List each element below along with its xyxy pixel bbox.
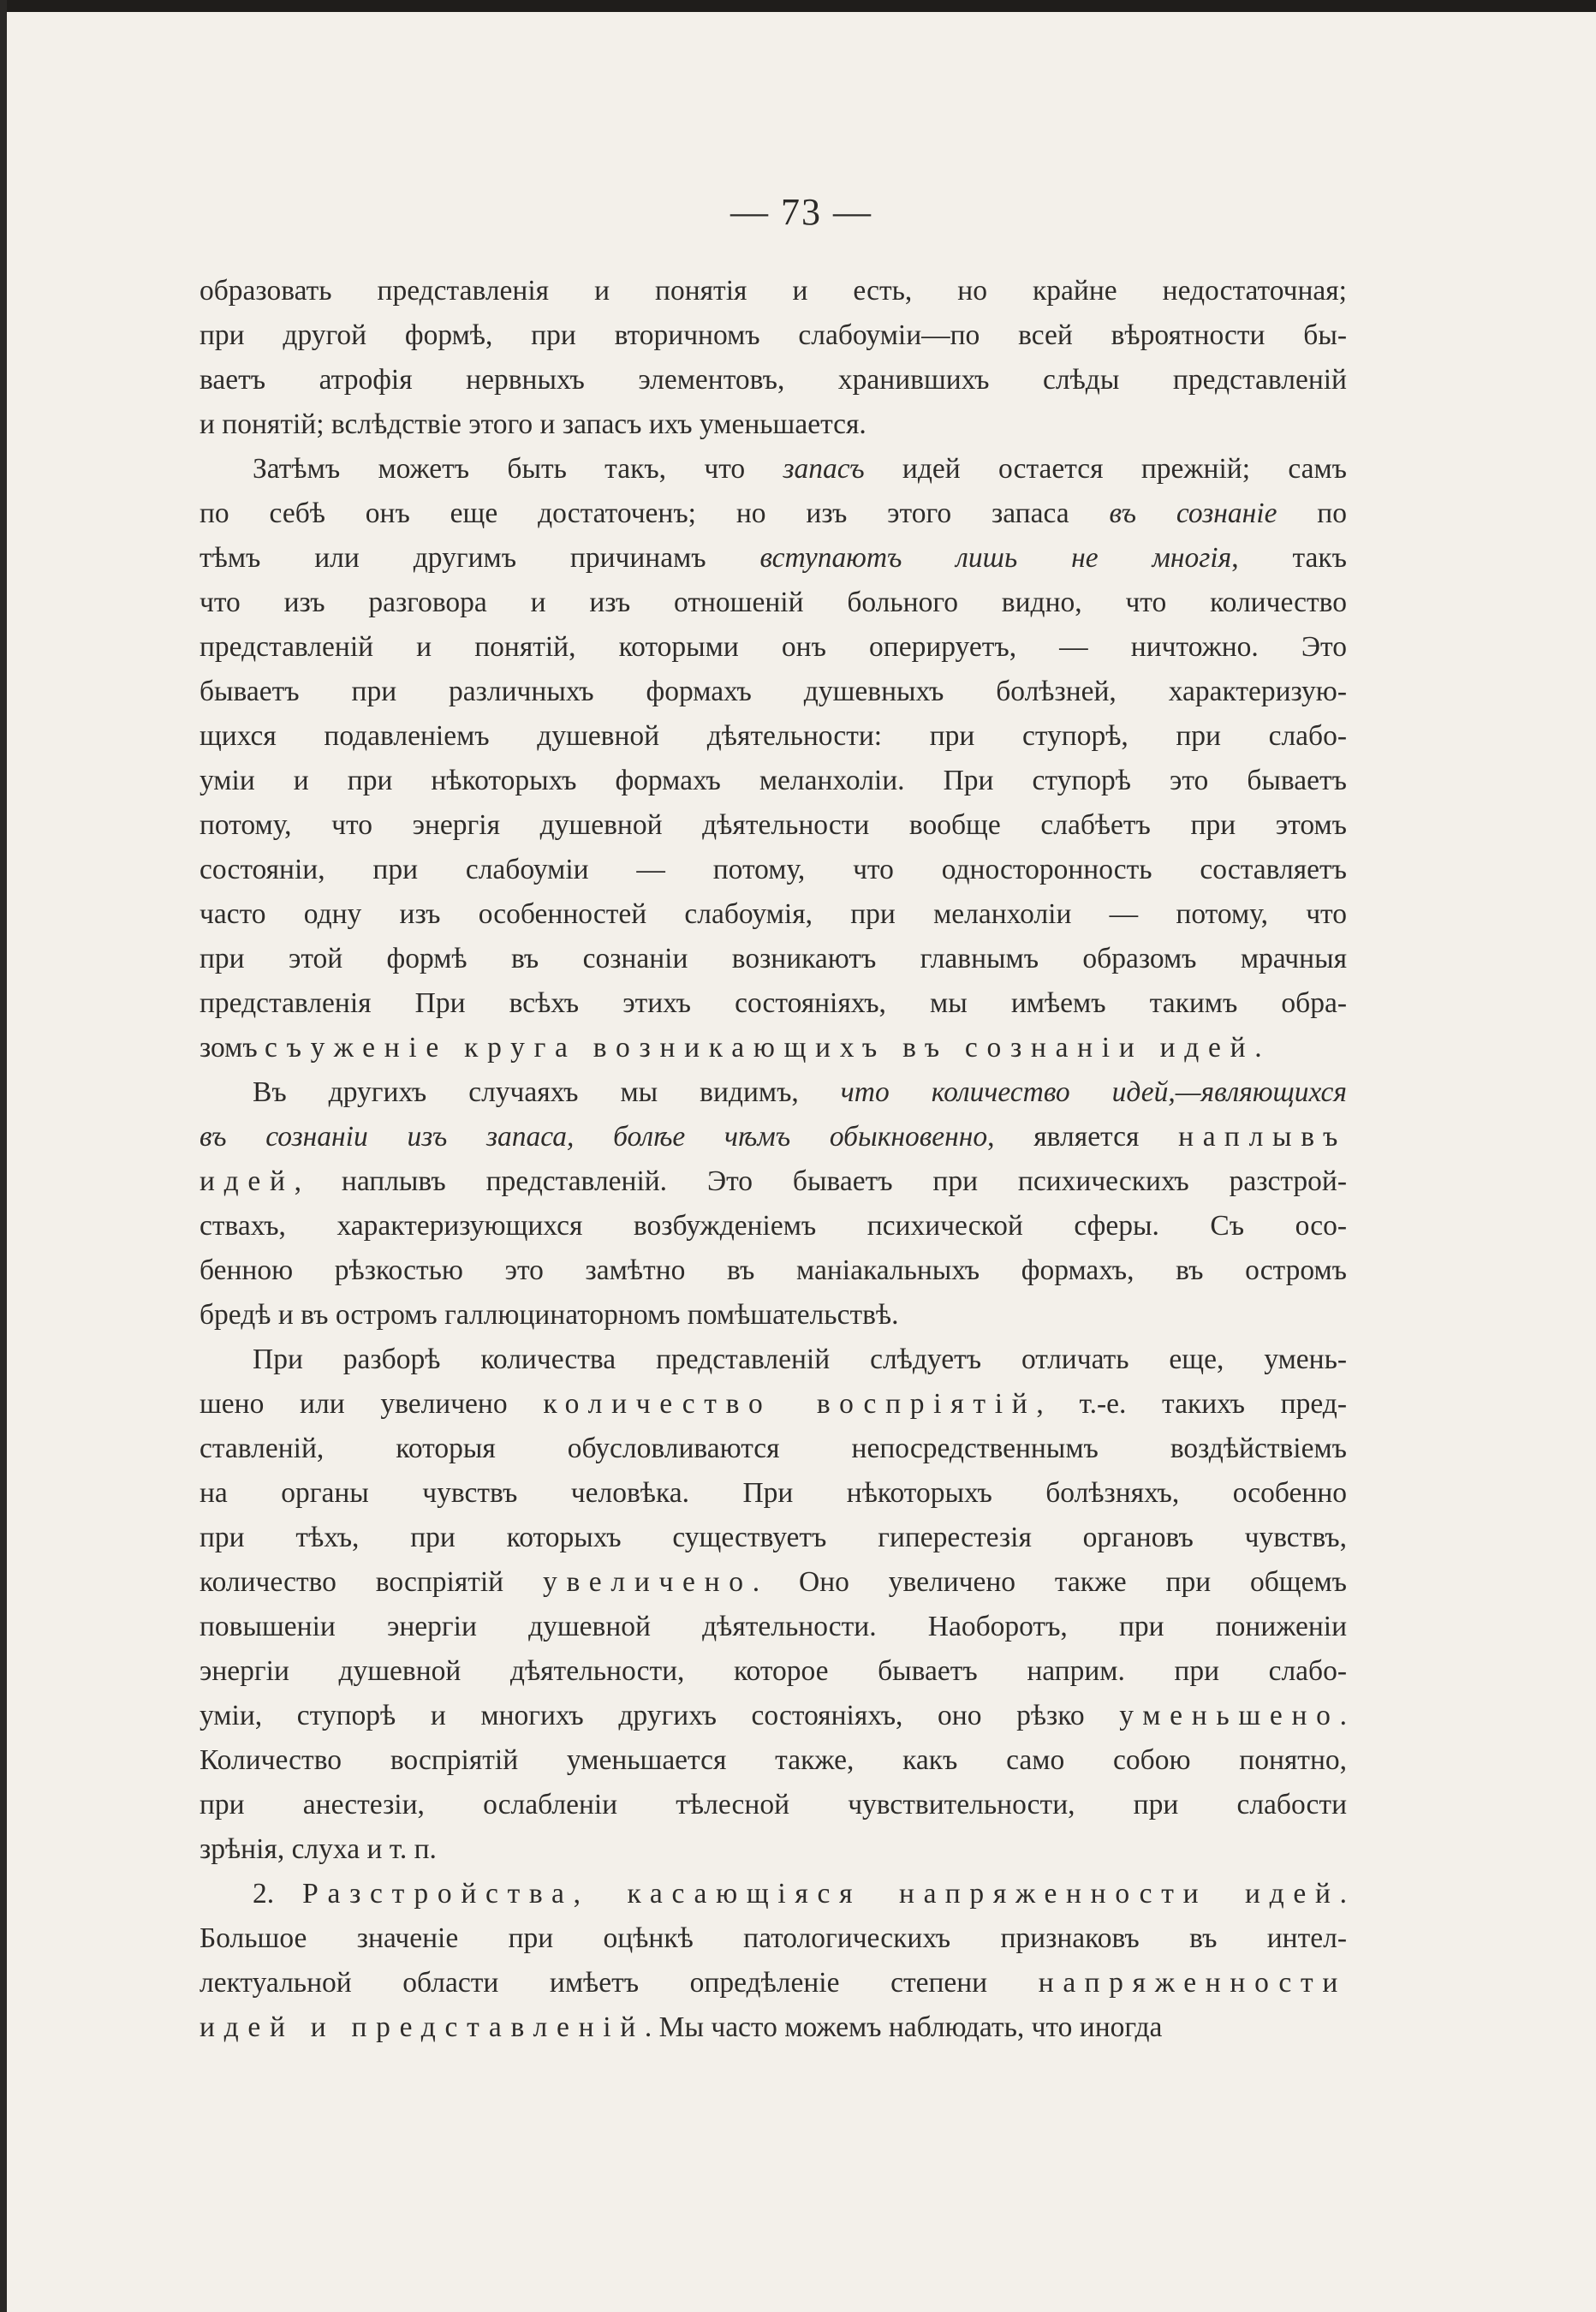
text-segment: повышеніи энергіи душевной дѣятельности. Наоборотъ, при пониженіи (200, 1611, 1347, 1642)
text-line (200, 670, 1347, 714)
text-segment: Большое значеніе при оцѣнкѣ патологическихъ признаковъ въ интел- (200, 1922, 1347, 1954)
text-segment: бываетъ при различныхъ формахъ душевныхъ болѣзней, характеризую- (200, 676, 1347, 707)
text-line (200, 402, 1347, 447)
text-segment: , т.-е. такихъ пред- (1036, 1388, 1347, 1420)
text-line (200, 892, 1347, 937)
paragraph (200, 1872, 1347, 2050)
text-line (200, 1961, 1347, 2005)
text-segment: зомъ (200, 1032, 265, 1064)
text-line (200, 1293, 1347, 1338)
text-line (200, 1471, 1347, 1516)
text-segment: бредѣ и въ остромъ галлюцинаторномъ помѣшательствѣ. (200, 1299, 899, 1331)
text-segment: , такъ (1231, 542, 1347, 574)
text-line (200, 1070, 1347, 1115)
text-line (200, 1916, 1347, 1961)
page-number: — 73 — (730, 191, 872, 233)
text-segment: идей остается прежній; самъ (864, 453, 1347, 485)
spaced-emphasis-text: Разстройства, касающіяся напряженности идей (302, 1878, 1340, 1910)
text-segment: по (1277, 498, 1347, 529)
paragraph (200, 1070, 1347, 1338)
text-line (200, 1382, 1347, 1427)
text-segment: на органы чувствъ человѣка. При нѣкоторыхъ болѣзняхъ, особенно (200, 1477, 1347, 1509)
text-segment: 2. (253, 1878, 303, 1910)
text-line (200, 937, 1347, 981)
text-line (200, 1872, 1347, 1916)
text-line (200, 625, 1347, 670)
page-text (200, 269, 1347, 2050)
text-line (200, 1159, 1347, 1204)
text-line (200, 1026, 1347, 1070)
text-segment: образовать представленія и понятія и есть, но крайне недостаточная; (200, 275, 1347, 307)
text-segment: что изъ разговора и изъ отношеній больного видно, что количество (200, 587, 1347, 618)
text-segment: шено или увеличено (200, 1388, 544, 1420)
text-segment: Затѣмъ можетъ быть такъ, что (253, 453, 783, 485)
text-line (200, 1783, 1347, 1827)
text-segment: . (1339, 1700, 1347, 1731)
text-segment: представленій и понятій, которыми онъ оперируетъ, — ничтожно. Это (200, 631, 1347, 663)
text-segment: лектуальной области имѣетъ опредѣленіе степени (200, 1967, 1039, 1999)
text-line (200, 1738, 1347, 1783)
text-segment: . (1339, 1878, 1347, 1910)
text-segment: ваетъ атрофія нервныхъ элементовъ, хранившихъ слѣды представленій (200, 364, 1347, 396)
text-segment: уміи и при нѣкоторыхъ формахъ меланхоліи. При ступорѣ это бываетъ (200, 765, 1347, 796)
paragraph (200, 269, 1347, 447)
text-segment: при другой формѣ, при вторичномъ слабоуміи—по всей вѣроятности бы- (200, 319, 1347, 351)
text-segment: Количество воспріятій уменьшается также, какъ само собою понятно, (200, 1744, 1347, 1776)
spaced-emphasis-text: съуженіе круга возникающихъ въ сознаніи идей (265, 1032, 1255, 1064)
text-segment: щихся подавленіемъ душевной дѣятельности: при ступорѣ, при слабо- (200, 720, 1347, 752)
spaced-emphasis-text: идей (200, 1165, 295, 1197)
text-segment: Въ другихъ случаяхъ мы видимъ, (253, 1076, 841, 1108)
text-segment: по себѣ онъ еще достаточенъ; но изъ этого запаса (200, 498, 1110, 529)
text-segment: ствахъ, характеризующихся возбужденіемъ психической сферы. Съ осо- (200, 1210, 1347, 1242)
text-segment: состояніи, при слабоуміи — потому, что односторонность составляетъ (200, 854, 1347, 885)
text-segment: при тѣхъ, при которыхъ существуетъ гиперестезія органовъ чувствъ, (200, 1522, 1347, 1553)
spaced-emphasis-text: наплывъ (1178, 1121, 1347, 1153)
paragraph (200, 447, 1347, 1070)
italic-text: въ сознаніи изъ запаса, болѣе чѣмъ обыкновенно (200, 1121, 988, 1153)
text-line (200, 581, 1347, 625)
text-line (200, 313, 1347, 358)
text-line (200, 714, 1347, 759)
spaced-emphasis-text: идей и представленій (200, 2011, 645, 2043)
spaced-emphasis-text: напряженности (1038, 1967, 1347, 1999)
text-line (200, 1516, 1347, 1560)
text-line (200, 447, 1347, 492)
text-line (200, 759, 1347, 803)
spaced-emphasis-text: уменьшено (1119, 1700, 1340, 1731)
text-segment: . (1254, 1032, 1262, 1064)
text-line (200, 803, 1347, 848)
text-segment: энергіи душевной дѣятельности, которое бываетъ наприм. при слабо- (200, 1655, 1347, 1687)
text-line (200, 1338, 1347, 1382)
text-segment: уміи, ступорѣ и многихъ другихъ состояніяхъ, оно рѣзко (200, 1700, 1120, 1731)
text-segment: при этой формѣ въ сознаніи возникаютъ главнымъ образомъ мрачныя (200, 943, 1347, 974)
text-segment: При разборѣ количества представленій слѣдуетъ отличать еще, умень- (253, 1344, 1347, 1375)
text-line (200, 2005, 1347, 2050)
text-segment: представленія При всѣхъ этихъ состояніяхъ, мы имѣемъ такимъ обра- (200, 987, 1347, 1019)
text-line (200, 1115, 1347, 1159)
italic-text: запасъ (783, 453, 865, 485)
text-line (200, 1694, 1347, 1738)
text-segment: при анестезіи, ослабленіи тѣлесной чувствительности, при слабости (200, 1789, 1347, 1820)
text-line (200, 848, 1347, 892)
text-segment: и понятій; вслѣдствіе этого и запасъ ихъ уменьшается. (200, 408, 866, 440)
text-line (200, 492, 1347, 536)
italic-text: вступаютъ лишь не многія (759, 542, 1232, 574)
text-line (200, 358, 1347, 402)
text-line (200, 1204, 1347, 1248)
paragraph (200, 1338, 1347, 1872)
text-segment: . Оно увеличено также при общемъ (752, 1566, 1347, 1598)
text-segment: бенною рѣзкостью это замѣтно въ маніакальныхъ формахъ, въ остромъ (200, 1254, 1347, 1286)
text-line (200, 1427, 1347, 1471)
book-page (7, 0, 1596, 2312)
text-line (200, 1649, 1347, 1694)
text-segment: часто одну изъ особенностей слабоумія, при меланхоліи — потому, что (200, 898, 1347, 930)
spaced-emphasis-text: увеличено (542, 1566, 753, 1598)
text-segment: зрѣнія, слуха и т. п. (200, 1833, 437, 1865)
text-segment: тѣмъ или другимъ причинамъ (200, 542, 760, 574)
text-line (200, 981, 1347, 1026)
text-segment: количество воспріятій (200, 1566, 543, 1598)
text-line (200, 1560, 1347, 1605)
text-segment: . Мы часто можемъ наблюдать, что иногда (644, 2011, 1163, 2043)
text-segment: , является (987, 1121, 1179, 1153)
text-line (200, 1248, 1347, 1293)
text-segment: потому, что энергія душевной дѣятельности вообще слабѣетъ при этомъ (200, 809, 1347, 841)
text-line (200, 536, 1347, 581)
text-line (200, 1827, 1347, 1872)
spaced-emphasis-text: количество воспріятій (543, 1388, 1037, 1420)
italic-text: въ сознаніе (1109, 498, 1277, 529)
text-line (200, 1605, 1347, 1649)
text-segment: ставленій, которыя обусловливаются непосредственнымъ воздѣйствіемъ (200, 1433, 1347, 1464)
italic-text: что количество идей,—являющихся (840, 1076, 1347, 1108)
text-line (200, 269, 1347, 313)
text-segment: , наплывъ представленій. Это бываетъ при психическихъ разстрой- (294, 1165, 1347, 1197)
